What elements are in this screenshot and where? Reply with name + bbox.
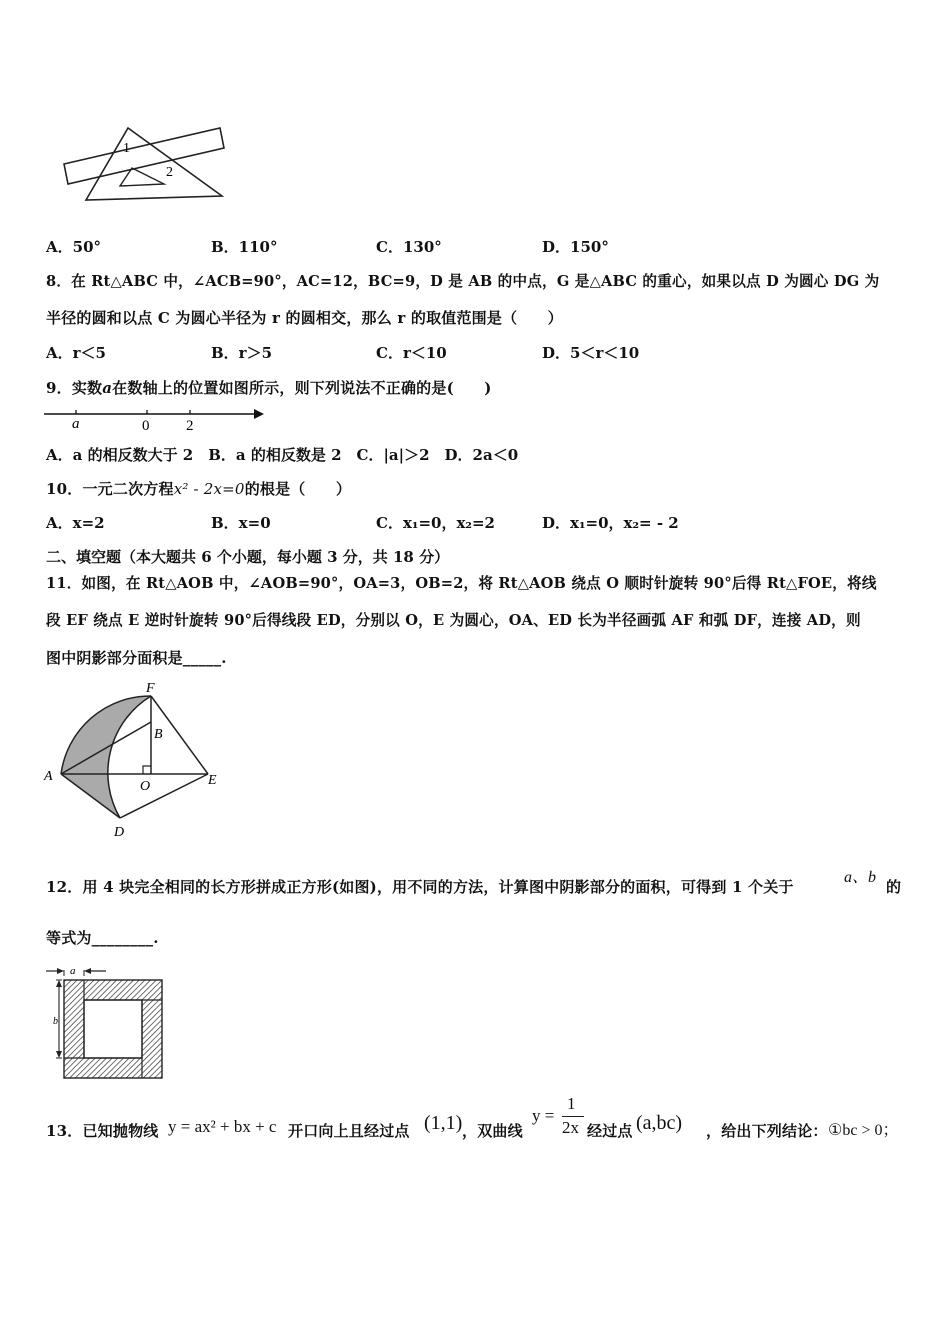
q7-option-d: D．150°	[542, 238, 609, 256]
q9-var: a	[102, 379, 113, 397]
q10-option-c: C．x₁=0，x₂=2	[376, 514, 495, 532]
q8-option-a: A．r＜5	[46, 344, 106, 362]
q11-line2: 段 EF 绕点 E 逆时针旋转 90°后得线段 ED，分别以 O，E 为圆心，OA、ED 长为半径画弧 AF 和弧 DF，连接 AD，则	[46, 612, 861, 629]
q11-label-e: E	[208, 773, 217, 788]
q11-figure	[40, 680, 230, 840]
q9-suffix: 在数轴上的位置如图所示，则下列说法不正确的是( )	[112, 379, 492, 397]
q10-equation: x² - 2x=0	[173, 480, 245, 498]
q11-label-o: O	[140, 779, 151, 794]
q12-figure	[40, 960, 170, 1080]
q13-point1: (1,1)	[424, 1112, 463, 1134]
q10-option-b: B．x=0	[211, 514, 271, 532]
q12-label-a: a	[70, 965, 76, 977]
q13-hyperbola-den: 2x	[562, 1118, 579, 1137]
q8-option-d: D．5＜r＜10	[542, 344, 640, 362]
q13-point2: (a,bc)	[636, 1112, 683, 1134]
q9-options: A．a 的相反数大于 2 B．a 的相反数是 2 C．|a|＞2 D．2a＜0	[46, 446, 519, 464]
q13-mid2: ，双曲线	[462, 1122, 523, 1140]
q7-angle2-label: 2	[166, 165, 173, 180]
q11-line1: 11．如图，在 Rt△AOB 中，∠AOB=90°，OA=3，OB=2，将 Rt△AOB 绕点 O 顺时针旋转 90°后得 Rt△FOE，将线	[46, 575, 877, 592]
q12-vars: a、b	[844, 869, 877, 886]
q12-text: 12．用 4 块完全相同的长方形拼成正方形(如图)，用不同的方法，计算图中阴影部分的面积，可得到 1 个关于	[46, 878, 794, 896]
q10-option-d: D．x₁=0，x₂= - 2	[542, 514, 679, 532]
q12-line2: 等式为________.	[46, 929, 159, 947]
q9-number-line	[44, 404, 274, 434]
q9-axis-two: 2	[186, 418, 194, 434]
q9-prefix: 9．实数	[46, 379, 103, 397]
q10-prefix: 10．一元二次方程	[46, 480, 174, 498]
q7-option-c: C．130°	[376, 238, 442, 256]
q7-option-b: B．110°	[211, 238, 278, 256]
q13-prefix: 13．已知抛物线	[46, 1122, 159, 1140]
q9-stem	[46, 377, 492, 398]
q9-axis-zero: 0	[142, 418, 150, 434]
q13-hyperbola-lhs: y =	[532, 1106, 555, 1125]
q11-line3: 图中阴影部分面积是_____.	[46, 649, 227, 667]
q13-hyperbola-num: 1	[567, 1094, 576, 1113]
q7-angle1-label: 1	[123, 141, 130, 156]
q8-option-c: C．r＜10	[376, 344, 447, 362]
q13-mid3: 经过点	[587, 1122, 633, 1140]
q10-suffix: 的根是（ ）	[244, 480, 352, 498]
q13-mid1: 开口向上且经过点	[288, 1122, 410, 1140]
q10-stem	[46, 478, 351, 499]
q13-conclusion1: ①bc > 0；	[828, 1122, 899, 1139]
section-2-title: 二、填空题（本大题共 6 个小题，每小题 3 分，共 18 分）	[46, 548, 450, 566]
q13-fraction-bar	[562, 1116, 584, 1117]
q10-option-a: A．x=2	[46, 514, 105, 532]
q13-mid4: ，给出下列结论：	[706, 1122, 828, 1140]
q13-parabola: y = ax² + bx + c	[168, 1117, 277, 1136]
q12-label-b: b	[53, 1016, 58, 1027]
q11-label-d: D	[114, 825, 125, 840]
q12-line1-end: 的	[886, 878, 902, 896]
q11-label-b: B	[154, 727, 163, 742]
q8-line2: 半径的圆和以点 C 为圆心半径为 r 的圆相交，那么 r 的取值范围是（ ）	[46, 309, 563, 327]
q7-figure	[60, 122, 230, 214]
q9-axis-a: a	[72, 416, 80, 432]
q7-option-a: A．50°	[46, 238, 102, 256]
q8-option-b: B．r＞5	[211, 344, 273, 362]
q11-label-a: A	[44, 769, 53, 784]
q12-line1	[46, 876, 794, 897]
q11-label-f: F	[146, 681, 155, 696]
q8-line1: 8．在 Rt△ABC 中，∠ACB=90°，AC=12，BC=9，D 是 AB 的中点，G 是△ABC 的重心，如果以点 D 为圆心 DG 为	[46, 273, 880, 290]
